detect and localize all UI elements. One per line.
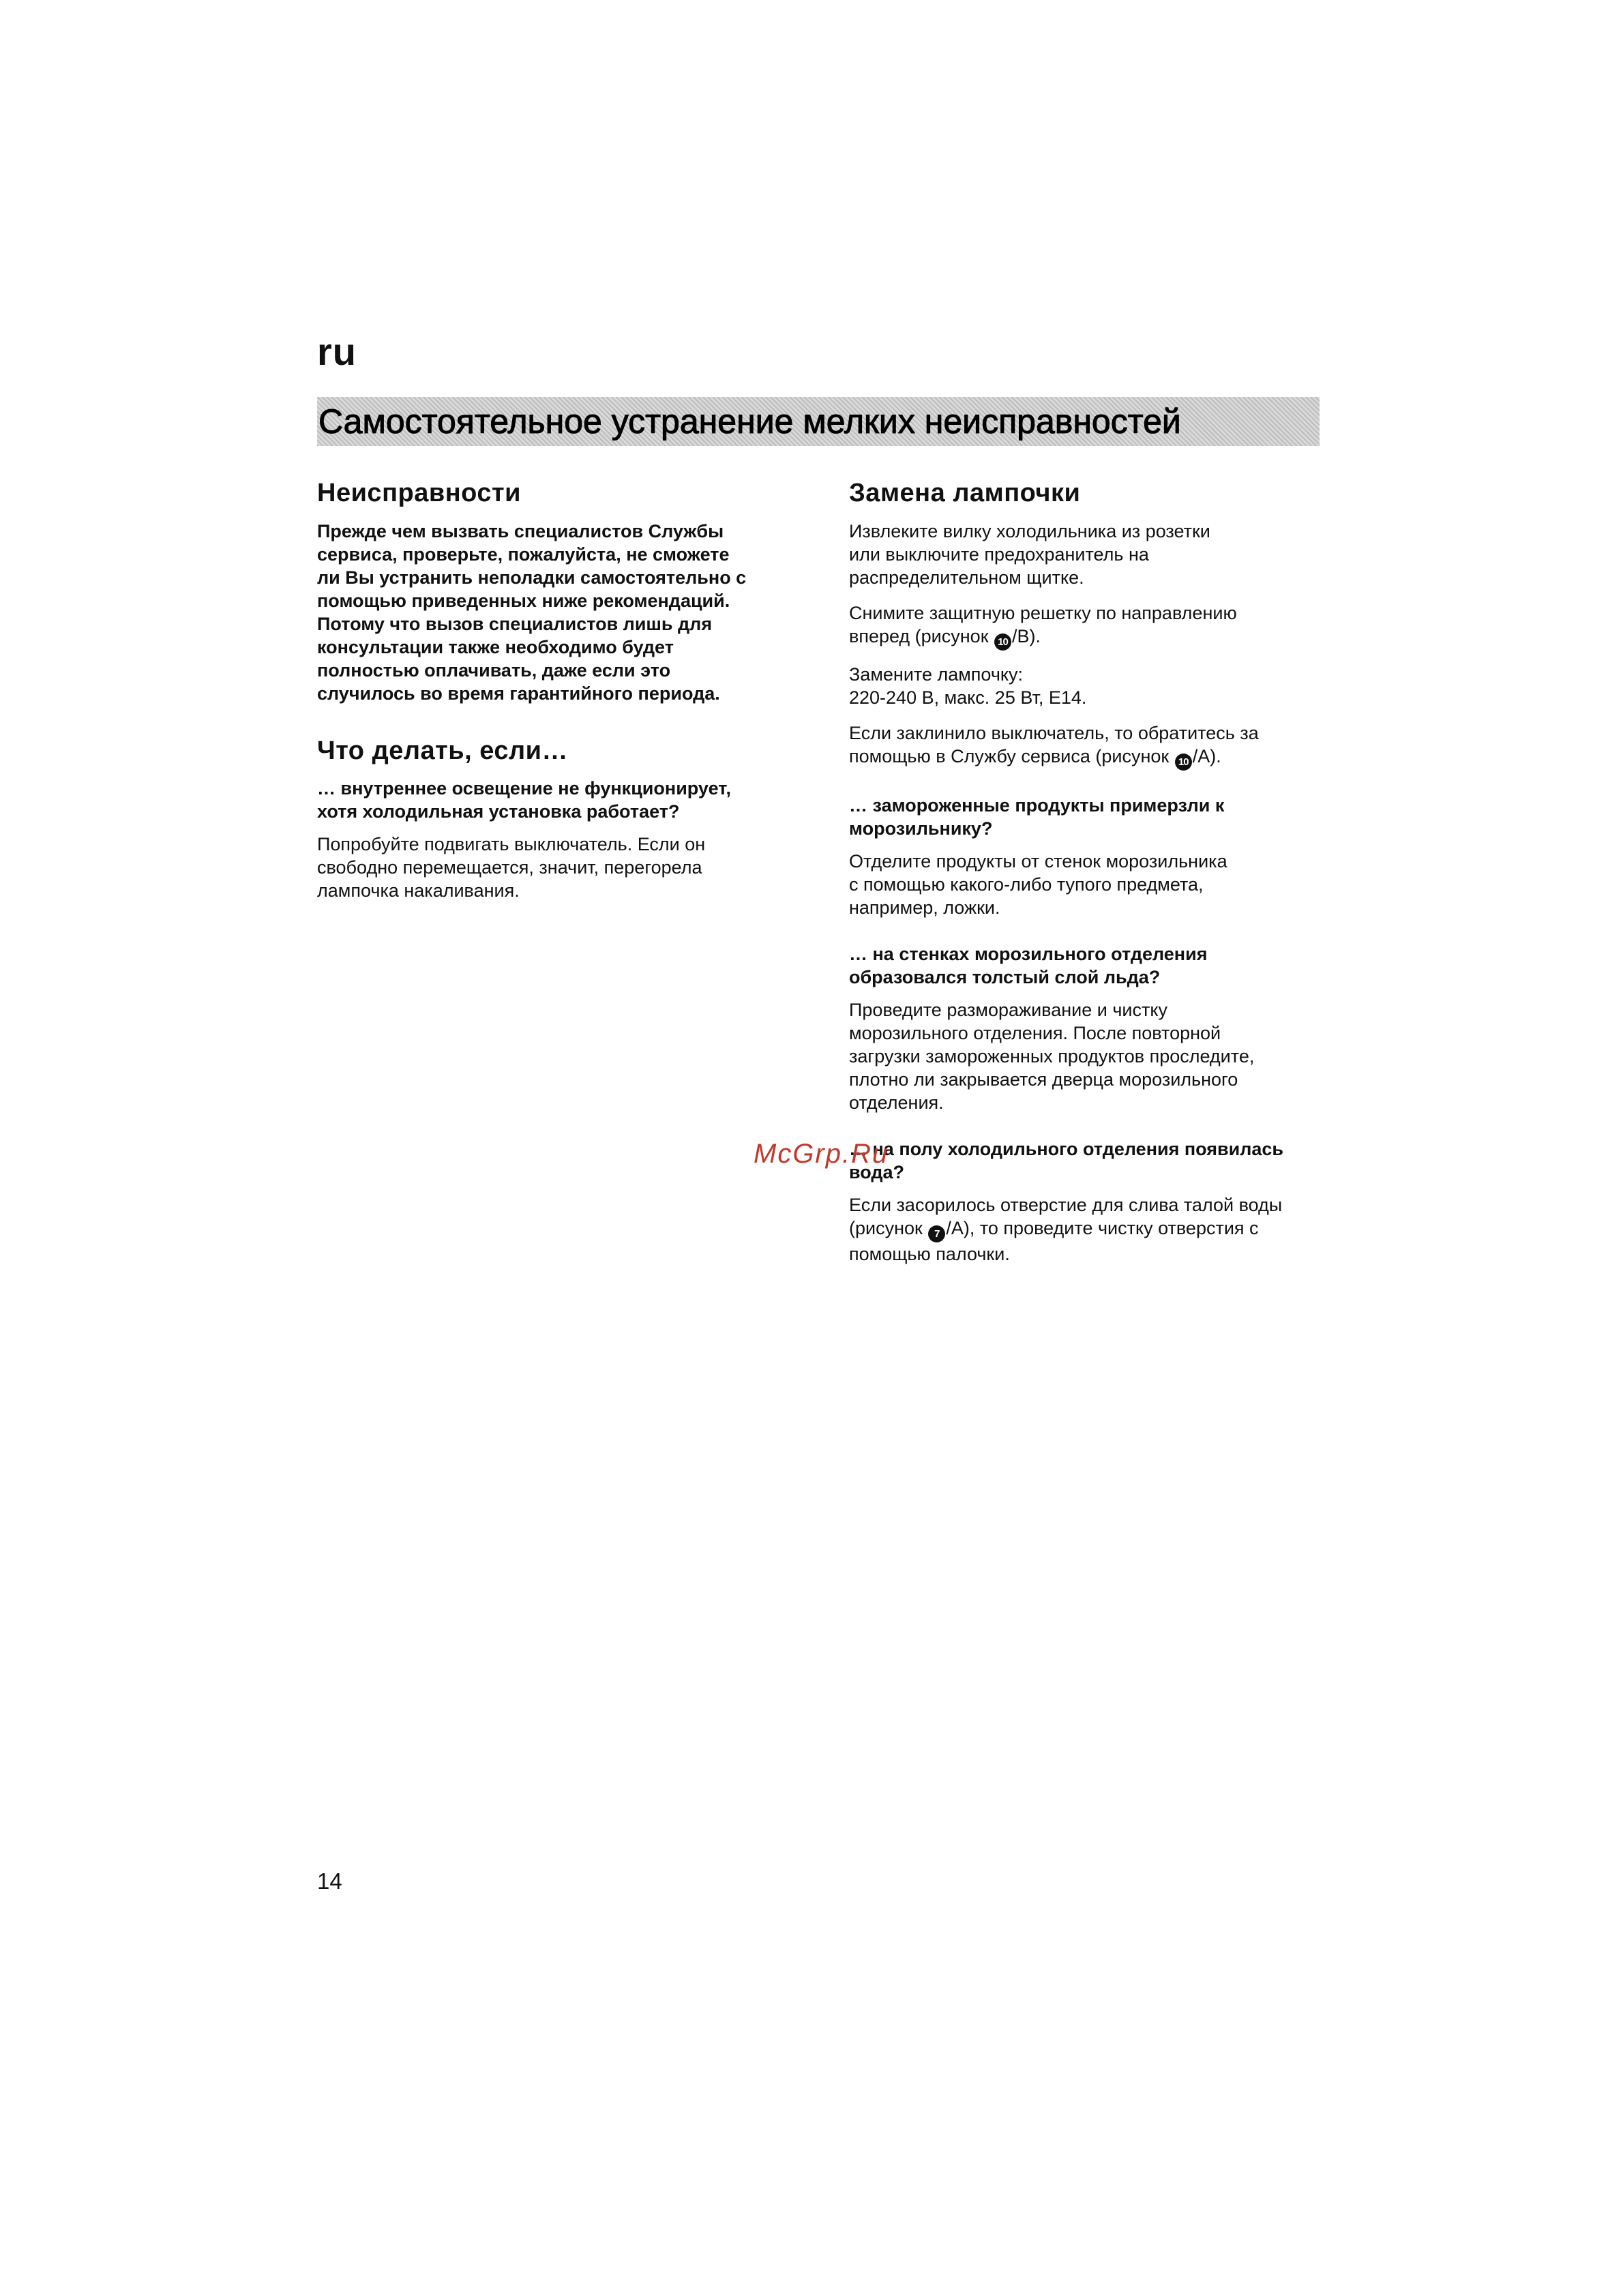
figure-ref-icon: 10 [1175,754,1192,771]
intro-paragraph: Прежде чем вызвать специалистов Службы сервиса, проверьте, пожалуйста, не сможете ли Вы устранить неполадки самостоятельно с помощью приведенных ниже рекомендаций. Потому что вызов специалистов лишь для консультации также необходимо будет полностью оплачивать, даже если это случилось во время гарантийного периода. [317,520,747,704]
faults-heading: Неисправности [317,479,521,507]
answer-ice-layer: Проведите размораживание и чистку морозильного отделения. После повторной загрузки замороженных продуктов проследите, плотно ли закрывается дверца морозильного отделения. [849,999,1255,1113]
lamp-step-switch [849,721,1326,771]
language-code: ru [317,330,357,373]
answer-water-floor-text: Если засорилось отверстие для слива талой воды (рисунок [849,1194,1283,1238]
lamp-step-remove-grille-suffix: /B). [1012,625,1041,646]
answer-water-floor [849,1193,1326,1266]
lamp-step-switch-suffix: /A). [1192,745,1221,766]
left-column [317,477,781,914]
question-lighting: … внутреннее освещение не функционирует, хотя холодильная установка работает? [317,778,731,822]
what-to-do-heading: Что делать, если… [317,736,568,765]
watermark: McGrp.Ru [754,1139,889,1169]
lamp-replacement-heading: Замена лампочки [849,479,1081,507]
question-frozen-food: … замороженные продукты примерзли к морозильнику? [849,794,1225,839]
answer-water-floor-suffix: /A), то проведите чистку отверстия с помощью палочки. [849,1217,1259,1264]
lamp-step-remove-grille [849,601,1326,651]
figure-ref-icon: 7 [928,1225,945,1242]
figure-ref-icon: 10 [994,633,1011,651]
lamp-step-replace: Замените лампочку: 220-240 В, макс. 25 Вт, E14. [849,664,1087,708]
right-column [849,477,1326,1278]
answer-frozen-food: Отделите продукты от стенок морозильника с помощью какого-либо тупого предмета, например, ложки. [849,850,1227,918]
lamp-step-unplug: Извлеките вилку холодильника из розетки или выключите предохранитель на распределительном щитке. [849,520,1210,588]
lamp-step-switch-text: Если заклинило выключатель, то обратитесь за помощью в Службу сервиса (рисунок [849,722,1259,766]
page-number: 14 [317,1868,342,1894]
section-banner [317,397,1320,446]
answer-lighting: Попробуйте подвигать выключатель. Если он свободно перемещается, значит, перегорела лампочка накаливания. [317,834,706,901]
section-title: Самостоятельное устранение мелких неисправностей [318,402,1181,441]
lamp-step-remove-grille-text: Снимите защитную решетку по направлению вперед (рисунок [849,602,1237,646]
question-ice-layer: … на стенках морозильного отделения образовался толстый слой льда? [849,943,1208,987]
question-water-floor: … на полу холодильного отделения появилась вода? [849,1138,1284,1182]
